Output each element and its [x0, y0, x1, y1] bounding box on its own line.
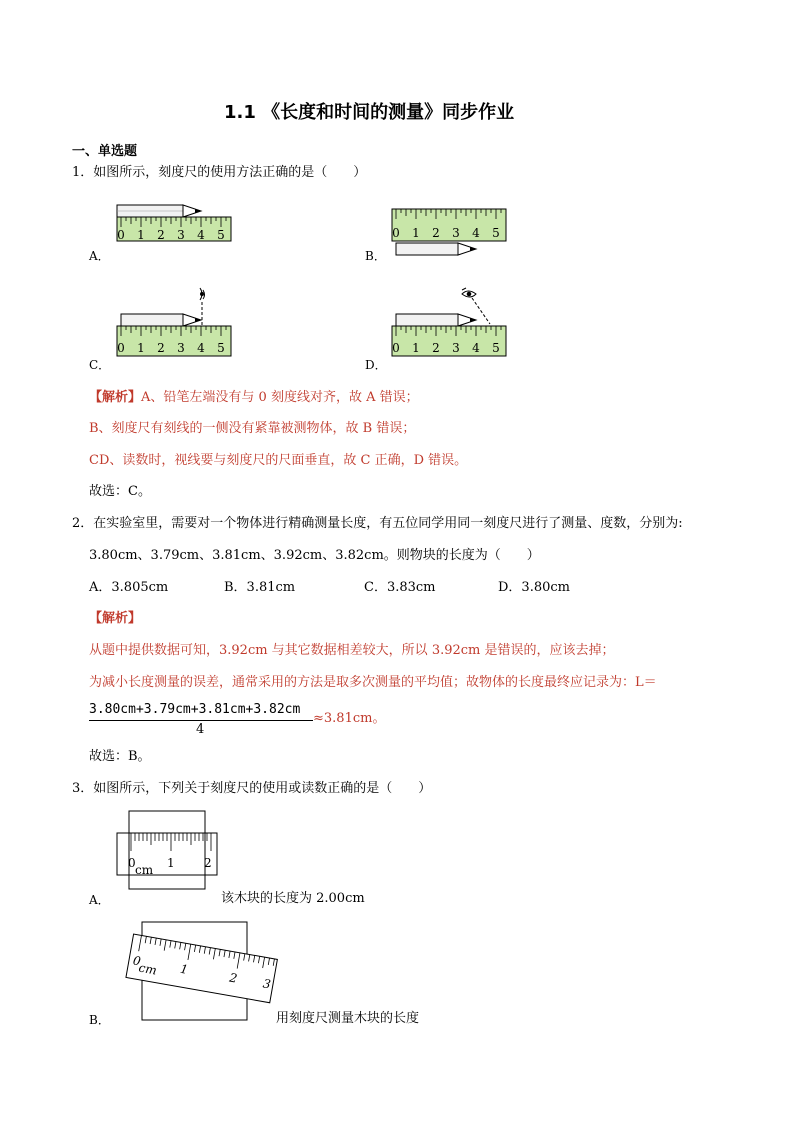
ruler-label: 3 — [261, 976, 272, 992]
q2-option-b: B．3.81cm — [224, 580, 296, 595]
ruler-tick-label: 4 — [197, 341, 205, 355]
q1-figure-a — [117, 199, 237, 249]
eye-icon — [200, 288, 205, 300]
ruler-tick-label: 5 — [492, 226, 500, 240]
page-title: 1.1 《长度和时间的测量》同步作业 — [224, 102, 515, 123]
q1-answer: 故选：C。 — [89, 484, 151, 499]
q3-caption-b: 用刻度尺测量木块的长度 — [276, 1011, 420, 1026]
q1-analysis-line-1: 【解析】A、铅笔左端没有与 0 刻度线对齐，故 A 错误； — [89, 390, 419, 405]
ruler-tick-label: 1 — [137, 228, 145, 242]
ruler-tick-label: 4 — [472, 226, 480, 240]
ruler-tick-label: 5 — [492, 341, 500, 355]
ruler-tick-label: 5 — [217, 228, 225, 242]
q2-option-c: C．3.83cm — [364, 580, 436, 595]
fraction-bar — [89, 720, 313, 721]
question-2-stem: 2．在实验室里，需要对一个物体进行精确测量长度，有五位同学用同一刻度尺进行了测量、度数，分别为: — [72, 516, 683, 531]
ruler-tick-label: 2 — [157, 228, 165, 242]
ruler-tick-label: 3 — [452, 226, 460, 240]
section-heading: 一、单选题 — [72, 144, 138, 159]
ruler-label: 1 — [167, 856, 175, 870]
eye-icon — [462, 288, 476, 297]
q3-figure-a — [117, 811, 227, 891]
question-3-stem: 3．如图所示，下列关于刻度尺的使用或读数正确的是（ ） — [72, 781, 432, 796]
ruler-tick-label: 2 — [432, 226, 440, 240]
q2-answer: 故选：B。 — [89, 749, 151, 764]
ruler-tick-label: 4 — [197, 228, 205, 242]
ruler-tick-label: 0 — [392, 226, 400, 240]
q1-figure-d — [392, 286, 512, 360]
q2-option-d: D．3.80cm — [498, 580, 570, 595]
q3-option-b: B． — [89, 1013, 110, 1027]
ruler-tick-label: 0 — [392, 341, 400, 355]
ruler-tick-label: 4 — [472, 341, 480, 355]
ruler-label: 2 — [204, 856, 212, 870]
ruler-tick-label: 1 — [412, 226, 420, 240]
q3-caption-a: 该木块的长度为 2.00cm — [221, 891, 365, 906]
ruler-label: 1 — [179, 961, 190, 977]
q1-option-b: B． — [365, 249, 386, 263]
ruler-tick-label: 0 — [117, 228, 125, 242]
q1-option-c: C． — [89, 358, 111, 372]
q1-option-a: A． — [89, 249, 110, 263]
ruler-label: cm — [137, 960, 158, 978]
q2-option-a: A．3.805cm — [89, 580, 169, 595]
q3-option-a: A． — [89, 893, 110, 907]
fraction-denominator: 4 — [196, 722, 205, 737]
question-2-data: 3.80cm、3.79cm、3.81cm、3.92cm、3.82cm。则物块的长度为（ ） — [89, 548, 540, 563]
q2-analysis-line-2: 为减小长度测量的误差，通常采用的方法是取多次测量的平均值；故物体的长度最终应记录为：L＝ — [89, 675, 657, 690]
q1-analysis-line-2: B、刻度尺有刻线的一侧没有紧靠被测物体，故 B 错误； — [89, 421, 416, 436]
ruler-tick-label: 3 — [452, 341, 460, 355]
q1-analysis-line-3: CD、读数时，视线要与刻度尺的尺面垂直，故 C 正确，D 错误。 — [89, 453, 468, 468]
ruler-tick-label: 3 — [177, 341, 185, 355]
q1-figure-b — [392, 207, 512, 259]
q2-analysis-line-1: 从题中提供数据可知，3.92cm 与其它数据相差较大，所以 3.92cm 是错误的，应该去掉； — [89, 643, 615, 658]
ruler-label: 2 — [228, 970, 239, 986]
ruler-label: 0 — [131, 953, 142, 969]
ruler-tick-label: 2 — [157, 341, 165, 355]
fraction-numerator: 3.80cm+3.79cm+3.81cm+3.82cm — [89, 702, 301, 717]
ruler-tick-label: 2 — [432, 341, 440, 355]
q1-option-d: D． — [365, 358, 387, 372]
q1-figure-c — [117, 286, 237, 360]
ruler-tick-label: 0 — [117, 341, 125, 355]
q3-figure-b — [124, 922, 284, 1027]
ruler-label: 0 — [128, 856, 136, 870]
fraction-result: ≈3.81cm。 — [313, 711, 386, 726]
ruler-tick-label: 3 — [177, 228, 185, 242]
ruler-tick-label: 5 — [217, 341, 225, 355]
ruler-tick-label: 1 — [137, 341, 145, 355]
q2-analysis-label: 【解析】 — [89, 611, 142, 626]
question-1-stem: 1．如图所示，刻度尺的使用方法正确的是（ ） — [72, 165, 367, 180]
ruler-label: cm — [135, 863, 154, 877]
analysis-label: 【解析】 — [89, 390, 142, 405]
ruler-tick-label: 1 — [412, 341, 420, 355]
